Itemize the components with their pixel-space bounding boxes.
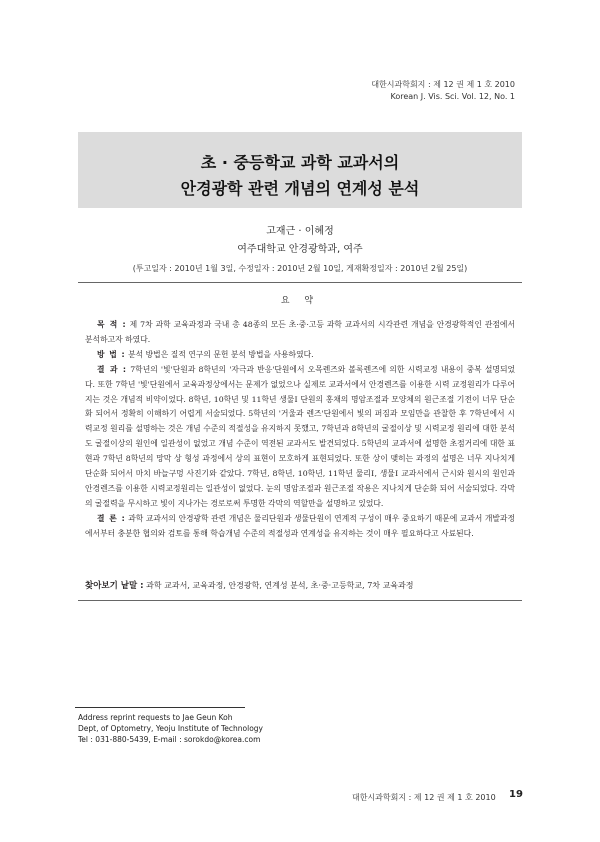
affiliation: 여주대학교 안경광학과, 여주 [237,244,363,255]
abstract-label: 목 적 : [97,320,127,329]
abstract-text: 제 7차 과학 교육과정과 국내 총 48종의 모든 초·중·고등 과학 교과서의 시각관련 개념을 안경광학적인 관점에서 분석하고자 하였다. [85,320,515,344]
footnote-line-1: Address reprint requests to Jae Geun Koh [78,713,233,722]
abstract-label: 결 과 : [97,364,128,374]
abstract-text: 과학 교과서의 안경광학 관련 개념은 물리단원과 생물단원이 연계적 구성이 매우 중요하기 때문에 교과서 개발과정에서부터 충분한 협의와 검토를 통해 학습개념 수준의 적절성과 연계성을 유지하는 것이 매우 필요하다고 사료된다. [85,513,515,538]
abstract-conclusion [85,512,515,542]
title-box [78,132,522,208]
title-line-2: 안경광학 관련 개념의 연계성 분석 [180,179,420,198]
abstract-label: 결 론 : [97,513,126,523]
footer-journal: 대한시과학회지 : 제 12 권 제 1 호 2010 [352,793,496,802]
abstract-heading: 요 약 [280,296,320,306]
abstract-label: 방 법 : [97,349,126,359]
abstract-text: 7학년의 '빛'단원과 8학년의 '자극과 반응'단원에서 오목렌즈와 볼록렌즈에 의한 시력교정 내용이 중복 설명되었다. 또한 7학년 '빛'단원에서 교육과정상에서는 문제가 없었으나 실제로 교과서에서 안경렌즈를 이용한 시력 교정원리가 다루어지는 것은 개념적 비약이었다. 8학년, 10학년 및 11학년 생물Ⅰ 단원의 홍채의 명암조절과 모양체의 원근조절 기전이 너무 단순화 되어서 정확히 이해하기 어렵게 서술되었다. 5학년의 '거울과 렌즈'단원에서 빛의 퍼짐과 모임만을 관찰한 후 7학년에서 시력교정 원리를 설명하는 것은 개념 수준의 적절성을 유지하지 못했고, 7학년과 8학년의 굴절이상 및 시력교정 원리에 대한 분석도 굴절이상의 원인에 일관성이 없었고 개념 수준이 역전된 교과서도 발견되었다. 5학년의 교과서에 설명한 초점거리에 대한 표현과 7학년 8학년의 망막 상 형성 과정에서 상의 표현이 모호하게 표현되었다. 또한 상이 맺히는 과정의 설명은 너무 지나치게 단순화 되어서 마치 바늘구멍 사진기와 같았다. 7학년, 8학년, 10학년, 11학년 물리Ⅰ, 생물Ⅰ 교과서에서 근시와 원시의 원인과 안경렌즈를 이용한 시력교정원리는 일관성이 없었다. 눈의 명암조절과 원근조절 작용은 지나치게 단순화 되어 서술되었다. 각막의 굴절력을 무시하고 빛이 지나가는 경로로써 투명한 각막의 역할만을 설명하고 있었다. [85,364,516,508]
submission-dates: (투고일자 : 2010년 1월 3일, 수정일자 : 2010년 2월 10일, 게재확정일자 : 2010년 2월 25일) [132,264,468,273]
abstract-text: 분석 방법은 질적 연구의 문헌 분석 방법을 사용하였다. [128,349,314,359]
running-header-journal-ko: 대한시과학회지 : 제 12 권 제 1 호 2010 [371,80,515,89]
authors: 고재근 · 이혜정 [266,226,334,237]
keywords [85,579,515,591]
title-line-1: 초 · 중등학교 과학 교과서의 [200,153,400,172]
abstract-purpose [85,318,515,348]
running-header-journal-en: Korean J. Vis. Sci. Vol. 12, No. 1 [390,92,515,101]
abstract-results [85,363,515,512]
divider-bottom [78,600,522,601]
divider-top [78,282,522,283]
page-number: 19 [509,789,523,800]
keywords-text: 과학 교과서, 교육과정, 안경광학, 연계성 분석, 초·중·고등학교, 7차 교육과정 [146,581,414,590]
footnote-line-3: Tel : 031-880-5439, E-mail : sorokdo@korea.com [78,735,261,744]
abstract-methods [85,348,515,363]
keywords-label: 찾아보기 낱말 : [85,581,144,591]
footnote-line-2: Dept, of Optometry, Yeoju Institute of Technology [78,724,263,733]
footnote-rule [75,707,245,708]
abstract-body [85,318,515,542]
